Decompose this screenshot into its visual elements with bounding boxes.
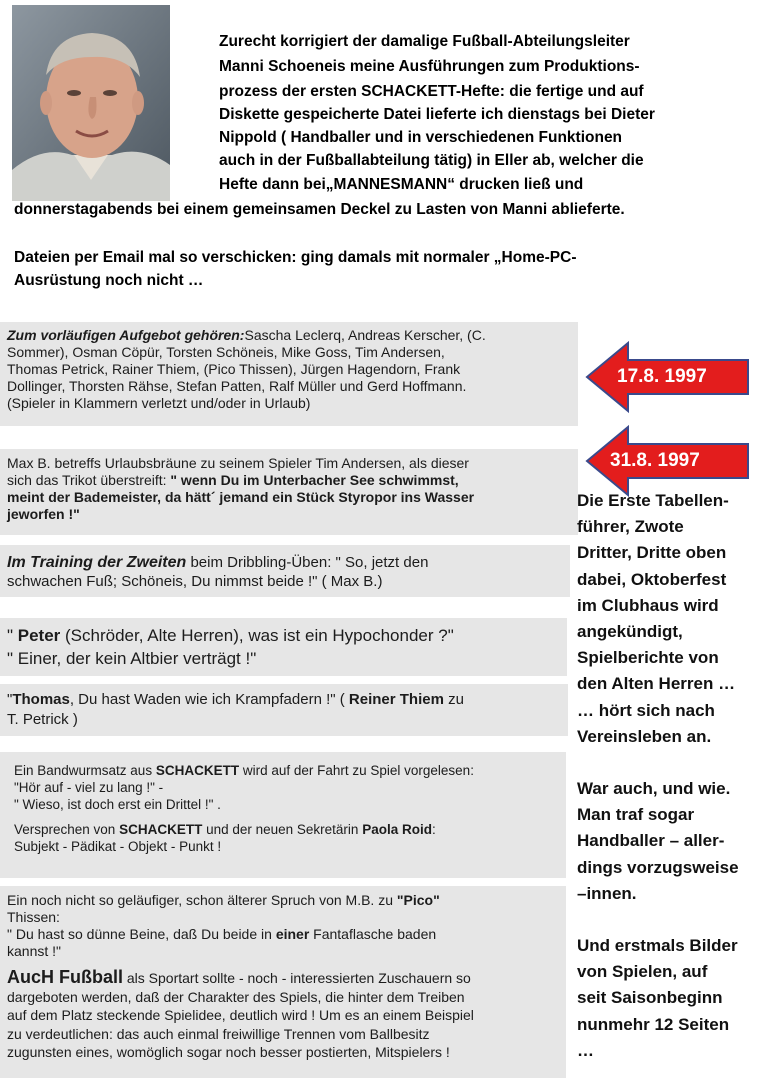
schackett-name: SCHACKETT — [119, 822, 203, 837]
intro-line: Diskette gespeicherte Datei lieferte ich dienstags bei Dieter — [219, 106, 655, 123]
thomas-text: zu — [443, 691, 464, 708]
commentary-line: im Clubhaus wird — [577, 595, 719, 615]
peter-answer: " Einer, der kein Altbier verträgt !" — [7, 649, 257, 668]
fussball-line: auf dem Platz steckende Spielidee, deutlich wird ! Um es an einem Beispiel — [7, 1007, 474, 1023]
commentary-line: –innen. — [577, 883, 637, 903]
commentary-line: Man traf sogar — [577, 805, 695, 825]
thomas-name: Reiner Thiem — [348, 691, 444, 708]
aufgebot-line: Sommer), Osman Cöpür, Torsten Schöneis, Mike Goss, Tim Andersen, — [7, 344, 445, 360]
pico-line: kannst !" — [7, 943, 61, 959]
maxb-quote: " wenn Du im Unterbacher See schwimmst, — [170, 472, 459, 488]
email-line: Ausrüstung noch nicht … — [14, 272, 204, 289]
peter-text: (Schröder, Alte Herren), was ist ein Hypochonder ?" — [60, 626, 454, 645]
pico-emph: einer — [275, 926, 310, 942]
training-line: schwachen Fuß; Schöneis, Du nimmst beide !" ( Max B.) — [7, 573, 383, 590]
commentary-line: seit Saisonbeginn — [577, 988, 723, 1008]
aufgebot-line: Dollinger, Thorsten Rähse, Stefan Patten, Ralf Müller und Gerd Hoffmann. — [7, 378, 467, 394]
fussball-title: AucH Fußball — [7, 967, 123, 987]
thomas-name: Thomas — [12, 691, 70, 708]
fussball-line: zugunsten eines, womöglich sogar noch besser postierten, Mitspielers ! — [7, 1044, 450, 1060]
commentary-line: angekündigt, — [577, 622, 683, 642]
clipping-thomas — [0, 684, 568, 736]
peter-text: " — [7, 626, 18, 645]
thomas-line: T. Petrick ) — [7, 711, 78, 728]
fussball-line: als Sportart sollte - noch - interessierten Zuschauern so — [123, 970, 471, 986]
maxb-line: Max B. betreffs Urlaubsbräune zu seinem Spieler Tim Andersen, als dieser — [7, 455, 469, 471]
commentary-para-3 — [577, 933, 738, 1064]
pico-text: Fantaflasche baden — [309, 926, 437, 942]
schackett-name: SCHACKETT — [155, 763, 240, 778]
commentary-line: Die Erste Tabellen- — [577, 491, 729, 510]
commentary-line: den Alten Herren … — [577, 674, 736, 694]
paola-name: Paola Roid — [362, 822, 432, 837]
intro-line: prozess der ersten SCHACKETT-Hefte: die fertige und auf — [219, 83, 644, 100]
thomas-text: " — [7, 691, 13, 708]
pico-name: "Pico" — [396, 892, 440, 908]
training-line: beim Dribbling-Üben: " So, jetzt den — [186, 554, 429, 571]
bandwurm-text: und der neuen Sekretärin — [202, 822, 363, 837]
peter-name: Peter — [17, 626, 61, 645]
clipping-aufgebot — [0, 322, 578, 426]
commentary-line: nunmehr 12 Seiten — [577, 1014, 730, 1034]
clipping-peter — [0, 618, 567, 676]
thomas-text: , Du hast Waden wie ich Krampfadern !" ( — [69, 691, 349, 708]
bandwurm-line: "Hör auf - viel zu lang !" - — [14, 780, 164, 795]
commentary-line: … — [577, 1040, 594, 1060]
intro-line: Hefte dann bei„MANNESMANN“ drucken ließ und — [219, 176, 584, 193]
clipping-pico — [0, 886, 566, 962]
pico-line: Thissen: — [7, 909, 60, 925]
arrow-date-label: 31.8. 1997 — [610, 450, 700, 471]
fussball-line: dargeboten werden, daß der Charakter des Spiels, die hinter dem Treiben — [7, 988, 465, 1005]
commentary-line: Und erstmals Bilder — [577, 936, 738, 955]
maxb-quote: meint der Bademeister, da hätt´ jemand ein Stück Styropor ins Wasser — [7, 489, 475, 505]
intro-line: donnerstagabends bei einem gemeinsamen Deckel zu Lasten von Manni ablieferte. — [14, 201, 625, 218]
pico-text: " Du hast so dünne Beine, daß Du beide in — [7, 926, 276, 942]
commentary-line: Dritter, Dritte oben — [577, 543, 727, 563]
portrait-photo — [12, 5, 170, 201]
intro-line: Nippold ( Handballer und in verschiedenen Funktionen — [219, 129, 623, 146]
aufgebot-heading: Zum vorläufigen Aufgebot gehören: — [7, 327, 245, 343]
email-line: Dateien per Email mal so verschicken: ging damals mit normaler „Home-PC- — [14, 249, 577, 266]
fussball-line: zu verdeutlichen: das auch einmal freiwillige Trennen vom Ballbesitz — [7, 1025, 430, 1042]
commentary-line: Handballer – aller- — [577, 831, 725, 851]
commentary-line: dings vorzugsweise — [577, 857, 739, 877]
clipping-maxb — [0, 449, 578, 535]
maxb-quote: jeworfen !" — [7, 506, 80, 522]
portrait-illustration — [12, 5, 170, 201]
aufgebot-line: Sascha Leclerq, Andreas Kerscher, (C. — [244, 327, 486, 343]
aufgebot-line: (Spieler in Klammern verletzt und/oder in Urlaub) — [7, 395, 311, 411]
bandwurm-line: Subjekt - Pädikat - Objekt - Punkt ! — [14, 839, 222, 854]
commentary-line: von Spielen, auf — [577, 962, 708, 982]
bandwurm-text: : — [431, 822, 436, 837]
pico-text: Ein noch nicht so geläufiger, schon älterer Spruch von M.B. zu — [7, 892, 397, 908]
arrow-date-label: 17.8. 1997 — [617, 366, 707, 387]
clipping-fussball — [0, 962, 566, 1078]
training-heading: Im Training der Zweiten — [7, 554, 187, 571]
commentary-para-2 — [577, 776, 739, 907]
intro-line: auch in der Fußballabteilung tätig) in Eller ab, welcher die — [219, 152, 644, 169]
maxb-line: sich das Trikot überstreift: — [7, 472, 171, 488]
intro-line: Manni Schoeneis meine Ausführungen zum Produktions- — [219, 58, 640, 75]
clipping-bandwurm — [0, 752, 566, 878]
commentary-line: War auch, und wie. — [577, 779, 731, 798]
commentary-line: Spielberichte von — [577, 648, 719, 668]
bandwurm-text: Versprechen von — [14, 822, 120, 837]
bandwurm-line: " Wieso, ist doch erst ein Drittel !" . — [14, 797, 221, 812]
commentary-line: Vereinsleben an. — [577, 726, 712, 746]
commentary-line: dabei, Oktoberfest — [577, 569, 727, 589]
intro-line: Zurecht korrigiert der damalige Fußball-Abteilungsleiter — [219, 33, 630, 50]
aufgebot-line: Thomas Petrick, Rainer Thiem, (Pico Thissen), Jürgen Hagendorn, Frank — [7, 361, 461, 377]
bandwurm-text: Ein Bandwurmsatz aus — [14, 763, 156, 778]
clipping-training — [0, 545, 570, 597]
commentary-line: führer, Zwote — [577, 517, 684, 537]
commentary-para-1 — [577, 488, 735, 750]
commentary-line: … hört sich nach — [577, 700, 715, 720]
bandwurm-text: wird auf der Fahrt zu Spiel vorgelesen: — [239, 763, 474, 778]
